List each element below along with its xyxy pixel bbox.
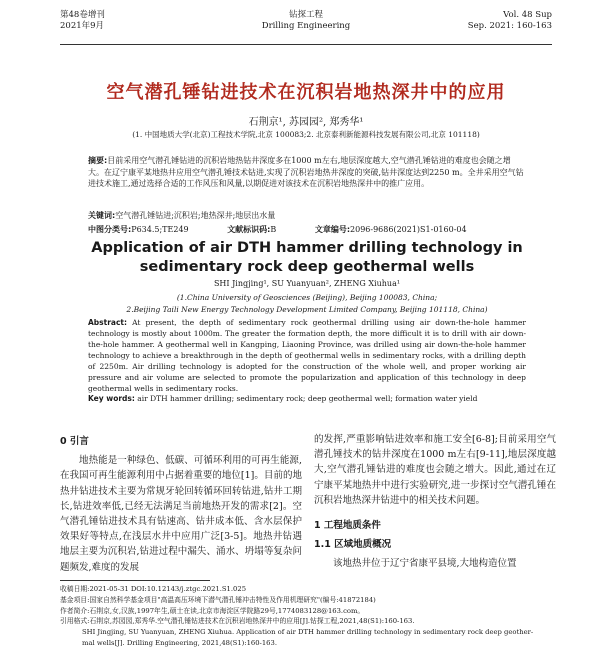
footnote-fund: 基金项目:国家自然科学基金项目"高温高压环境下潜气潜孔锤冲击特性及作用机理研究"(编号:41872184) (60, 595, 376, 604)
keywords-en (88, 393, 526, 405)
doc-code-label: 文献标识码: (227, 225, 271, 234)
body-column-left (60, 432, 302, 575)
authors-en: SHI Jingjing¹, SU Yuanyuan², ZHENG Xiuhua¹ (213, 279, 401, 288)
abstract-cn-text: 目前采用空气潜孔锤钻进的沉积岩地热钻井深度多在1000 m左右,地层深度越大,空气潜孔锤钻进的难度也会随之增大。在辽宁康平某地热井应用空气潜孔锤技术钻进,实现了沉积岩地热井深度的突破,钻井深度达到2250 m。全井采用空气钻进技术施工,通过选择合适的工作风压和风量,以期促进对该技术在沉积岩地热深井中的推广应用。 (88, 156, 524, 188)
running-header (60, 10, 552, 40)
footnote-citation-en-1: SHI Jingjing, SU Yuanyuan, ZHENG Xiuhua. Application of air DTH hammer drilling technology in sedimentary rock deep geother- (82, 628, 534, 637)
class-value: P634.5;TE249 (131, 225, 189, 234)
header-volume (468, 10, 552, 32)
abstract-en-label: Abstract: (88, 318, 128, 327)
abstract-en-text: At present, the depth of sedimentary rock geothermal drilling using air down-the-hole hammer technology is mostly about 1000m. The greater the formation depth, the more difficult it is to drill with air down-the-hole hammer. A geothermal well in Kangping, Liaoning Province, was drilled using air down-the-hole hammer technology to achieve a breakthrough in the depth of geothermal wells in sedimentary rocks, with a drilling depth of 2250m. Air drilling technology is adopted for the construction of the whole well, and proper working air pressure and air volume are selected to promote the popularization and application of this technology in deep geothermal wells in sedimentary rocks. (88, 318, 527, 393)
class-label: 中图分类号: (88, 225, 132, 234)
abstract-en (88, 317, 526, 394)
section-heading-intro: 0 引言 (60, 436, 89, 447)
footnote-citation-en-2: mal wells[J]. Drilling Engineering, 2021,48(S1):160-163. (82, 638, 277, 647)
intro-paragraph-continued: 的发挥,严重影响钻进效率和施工安全[6-8];目前采用空气潜孔锤技术的钻井深度在1000 m左右[9-11],地层深度越大,空气潜孔锤钻进的难度也会随之增大。因此,通过在辽宁康平某地热井中进行实验研究,进一步探讨空气潜孔锤在沉积岩地热深井钻进中的相关技术问题。 (314, 434, 556, 506)
header-rule (60, 44, 552, 45)
authors-cn: 石荆京¹, 苏园园², 郑秀华¹ (248, 117, 364, 128)
regional-paragraph: 该地热井位于辽宁省康平县境,大地构造位置 (333, 558, 517, 570)
journal-name-en: Drilling Engineering (261, 21, 351, 31)
section-heading-geology: 1 工程地质条件 (314, 520, 381, 532)
footnote-author: 作者简介:石荆京,女,汉族,1997年生,硕士在读,北京市海淀区学院路29号,1774083128@163.com。 (60, 606, 365, 615)
keywords-cn (88, 210, 526, 222)
header-date-cn: 2021年9月 (60, 21, 105, 31)
intro-paragraph: 地热能是一种绿色、低碳、可循环利用的可再生能源,在我国可再生能源利用中占据着重要的地位[1]。目前的地热井钻进技术主要为常规牙轮回转循环回转钻进,钻井工期长,钻进效率低,已经无法满足当前地热开发的需求[2]。空气潜孔锤钻进技术具有钻速高、钻井成本低、含水层保护效果好等特点,在浅层水井中应用广泛[3-5]。地热井钻遇地层主要为沉积岩,钻进过程中漏失、涌水、坍塌等复杂问题频发,难度的发展 (60, 455, 302, 573)
affiliation-en-1: (1.China University of Geosciences (Beijing), Beijing 100083, China; (176, 293, 438, 302)
article-no-value: 2096-9686(2021)S1-0160-04 (350, 225, 467, 234)
classification-cn (88, 224, 526, 236)
title-en: Application of air DTH hammer drilling technology in sedimentary rock deep geothermal wells (91, 240, 523, 275)
header-volume-cn: 第48卷增刊 (60, 10, 105, 20)
article-no-label: 文章编号: (314, 225, 351, 234)
abstract-cn-label: 摘要: (88, 156, 108, 165)
keywords-en-label: Key words: (88, 394, 135, 403)
doc-code-value: B (270, 225, 277, 234)
header-pages-en: Sep. 2021: 160-163 (467, 21, 552, 31)
affiliation-cn: (1. 中国地质大学(北京)工程技术学院,北京 100083;2. 北京泰利新能源科技发展有限公司,北京 101118) (132, 130, 480, 139)
keywords-cn-text: 空气潜孔锤钻进;沉积岩;地热深井;地层出水量 (115, 211, 276, 220)
header-volume-en: Vol. 48 Sup (503, 10, 552, 20)
footnote-rule (60, 580, 210, 581)
keywords-en-text: air DTH hammer drilling; sedimentary rock; deep geothermal well; formation water yield (137, 394, 478, 403)
affiliation-en-2: 2.Beijing Taili New Energy Technology Development Limited Company, Beijing 101118, China) (126, 305, 488, 314)
footnotes (60, 584, 552, 649)
keywords-cn-label: 关键词: (88, 211, 116, 220)
abstract-cn (88, 155, 526, 190)
footnote-received: 收稿日期:2021-05-31 DOI:10.12143/j.ztgc.2021.S1.025 (60, 585, 247, 593)
footnote-citation-cn: 引用格式:石荆京,苏园园,郑秀华.空气潜孔锤钻进技术在沉积岩地热深井中的应用[J].钻探工程,2021,48(S1):160-163. (60, 617, 415, 626)
title-cn: 空气潜孔锤钻进技术在沉积岩地热深井中的应用 (106, 82, 506, 103)
body-column-right (314, 432, 556, 572)
journal-name-cn: 钻探工程 (288, 10, 323, 20)
subsection-heading-regional: 1.1 区域地质概况 (314, 539, 392, 551)
